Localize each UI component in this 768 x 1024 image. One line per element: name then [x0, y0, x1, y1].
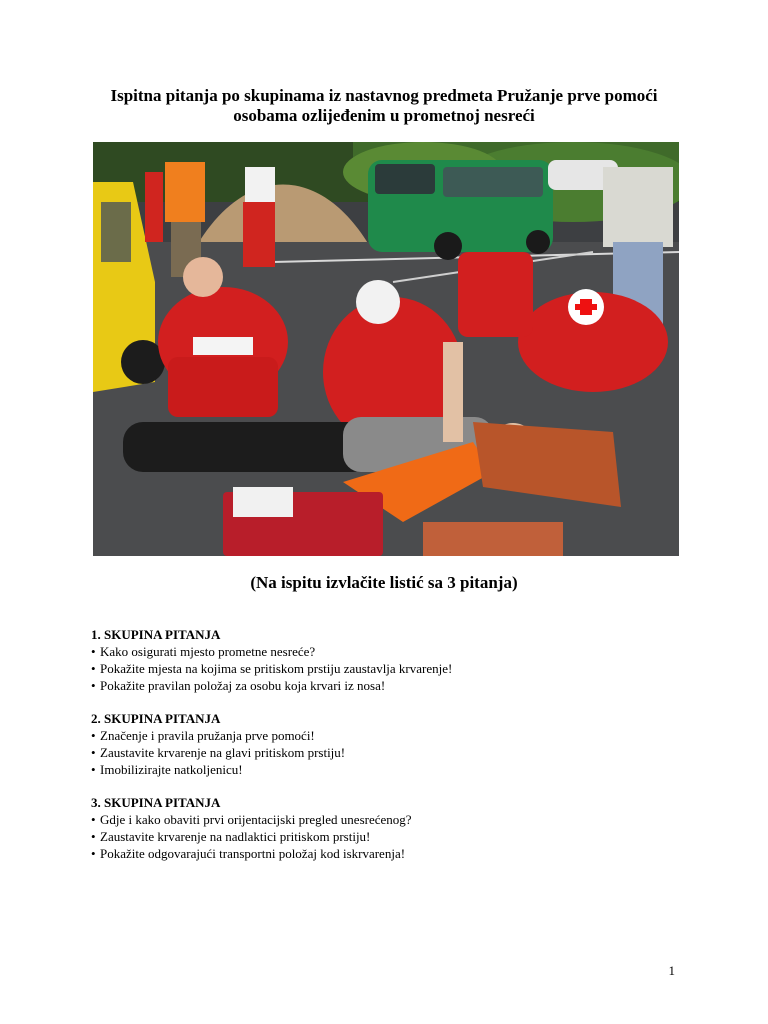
- question-item: • Pokažite odgovarajući transportni položaj kod iskrvarenja!: [91, 846, 406, 861]
- instruction-subtitle: (Na ispitu izvlačite listić sa 3 pitanja): [250, 573, 518, 592]
- question-group-heading: 1. SKUPINA PITANJA: [91, 627, 221, 642]
- question-item: • Kako osigurati mjesto prometne nesreće?: [91, 644, 316, 659]
- document-title-line-2: osobama ozlijeđenim u prometnoj nesreći: [233, 106, 535, 125]
- question-group-1: [91, 626, 691, 694]
- question-group-heading: 2. SKUPINA PITANJA: [91, 711, 221, 726]
- question-group-3: [91, 794, 691, 862]
- question-item: • Imobilizirajte natkoljenicu!: [91, 762, 243, 777]
- question-group-heading: 3. SKUPINA PITANJA: [91, 795, 221, 810]
- document-title: [60, 86, 708, 126]
- question-group-2: [91, 710, 691, 778]
- question-item: • Gdje i kako obaviti prvi orijentacijski pregled unesrećenog?: [91, 812, 412, 827]
- page-number: 1: [668, 963, 675, 978]
- question-item: • Značenje i pravila pružanja prve pomoći!: [91, 728, 315, 743]
- question-item: • Pokažite mjesta na kojima se pritiskom prstiju zaustavlja krvarenje!: [91, 661, 453, 676]
- question-item: • Pokažite pravilan položaj za osobu koja krvari iz nosa!: [91, 678, 386, 693]
- question-item: • Zaustavite krvarenje na nadlaktici pritiskom prstiju!: [91, 829, 371, 844]
- first-aid-training-photo: [93, 142, 679, 556]
- question-item: • Zaustavite krvarenje na glavi pritiskom prstiju!: [91, 745, 346, 760]
- document-title-line-1: Ispitna pitanja po skupinama iz nastavnog predmeta Pružanje prve pomoći: [110, 86, 658, 105]
